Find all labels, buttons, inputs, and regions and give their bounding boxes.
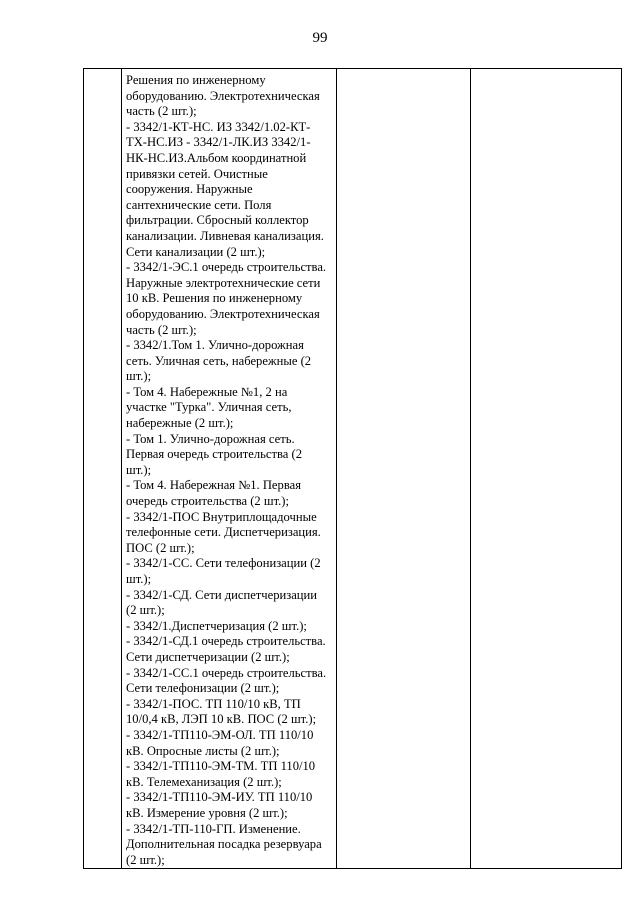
page-number: 99	[312, 30, 328, 46]
table-cell-1	[84, 69, 122, 869]
cell-1-text	[84, 69, 121, 73]
table-cell-4	[471, 69, 622, 869]
cell-4-text	[471, 69, 621, 73]
table-row	[84, 69, 622, 869]
document-table	[83, 68, 622, 869]
table-cell-3	[337, 69, 471, 869]
table-cell-2	[122, 69, 337, 869]
cell-2-text: Решения по инженерному оборудованию. Электротехническая часть (2 шт.); - 3342/1-КТ-НС. ИЗ 3342/1.02-КТ- ТХ-НС.ИЗ - 3342/1-ЛК.ИЗ 3342/1- НК-НС.ИЗ.Альбом координатной привязки сетей. Очистные сооружения. Наружные сантехнические сети. Поля фильтрации. Сбросный коллектор канализации. Ливневая канализация. Сети канализации (2 шт.); - 3342/1-ЭС.1 очередь строительства. Наружные электротехнические сети 10 кВ. Решения по инженерному оборудованию. Электротехническая часть (2 шт.); - 3342/1.Том 1. Улично-дорожная сеть. Уличная сеть, набережные (2 шт.); - Том 4. Набережные №1, 2 на участке "Турка". Уличная сеть, набережные (2 шт.); - Том 1. Улично-дорожная сеть. Первая очередь строительства (2 шт.); - Том 4. Набережная №1. Первая очередь строительства (2 шт.); - 3342/1-ПОС Внутриплощадочные телефонные сети. Диспетчеризация. ПОС (2 шт.); - 3342/1-СС. Сети телефонизации (2 шт.); - 3342/1-СД. Сети диспетчеризации (2 шт.); - 3342/1.Диспетчеризация (2 шт.); - 3342/1-СД.1 очередь строительства. Сети диспетчеризации (2 шт.); - 3342/1-СС.1 очередь строительства. Сети телефонизации (2 шт.); - 3342/1-ПОС. ТП 110/10 кВ, ТП 10/0,4 кВ, ЛЭП 10 кВ. ПОС (2 шт.); - 3342/1-ТП110-ЭМ-ОЛ. ТП 110/10 кВ. Опросные листы (2 шт.); - 3342/1-ТП110-ЭМ-ТМ. ТП 110/10 кВ. Телемеханизация (2 шт.); - 3342/1-ТП110-ЭМ-ИУ. ТП 110/10 кВ. Измерение уровня (2 шт.); - 3342/1-ТП-110-ГП. Изменение. Дополнительная посадка резервуара (2 шт.);	[126, 73, 327, 867]
cell-3-text	[337, 69, 470, 73]
